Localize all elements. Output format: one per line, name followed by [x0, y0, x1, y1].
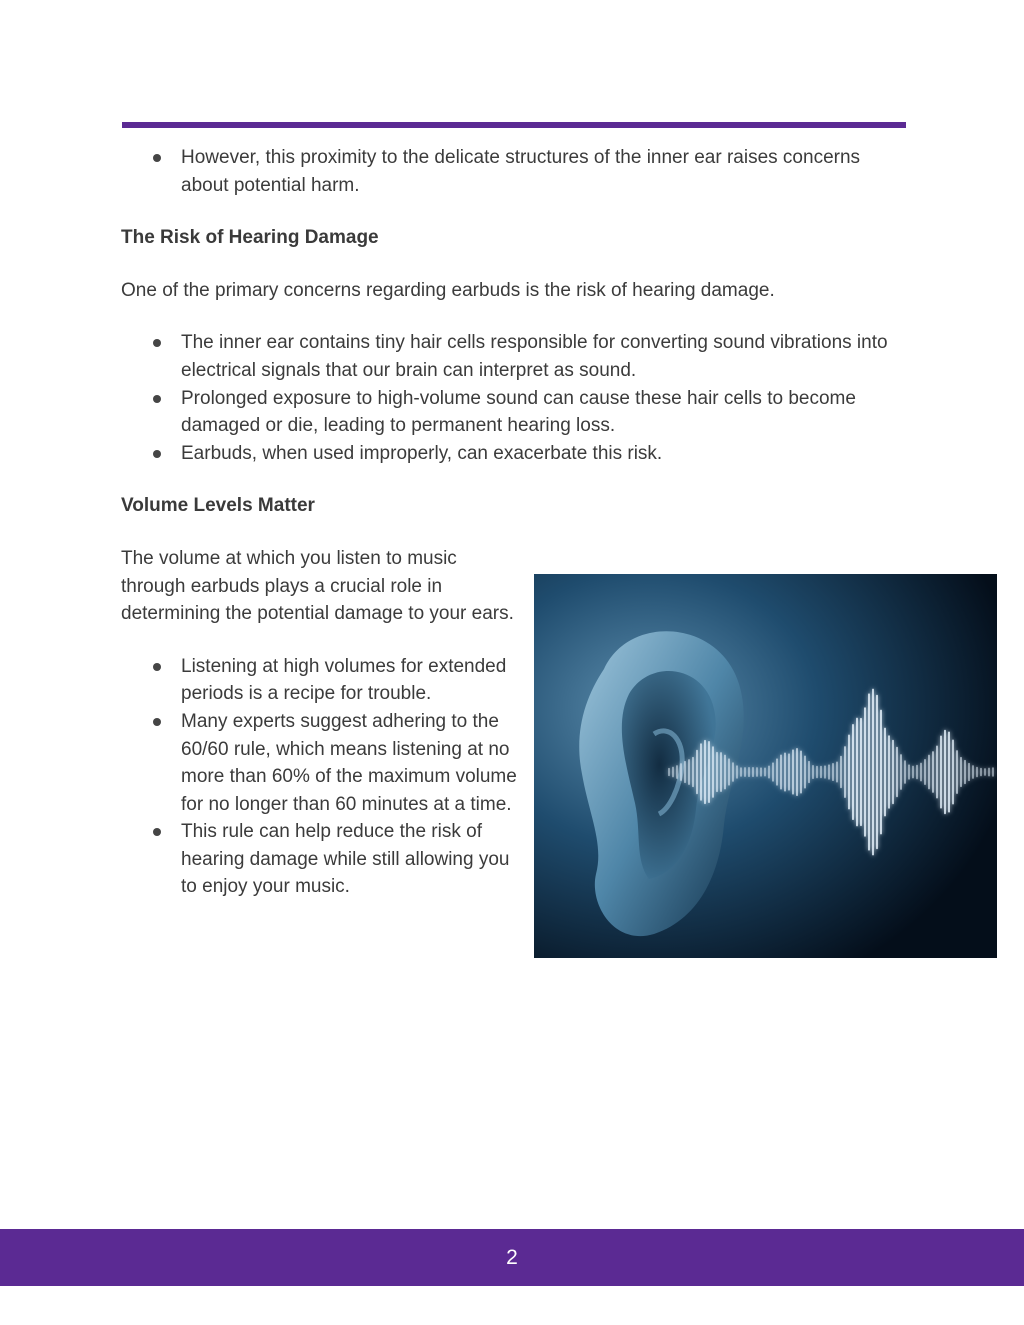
list-item: However, this proximity to the delicate structures of the inner ear raises concerns about potential harm. — [121, 144, 911, 199]
volume-bullet-list — [121, 653, 521, 901]
intro-bullet-list — [121, 144, 911, 199]
risk-heading: The Risk of Hearing Damage — [121, 227, 379, 249]
list-item: This rule can help reduce the risk of hearing damage while still allowing you to enjoy your music. — [121, 818, 521, 901]
list-item: Earbuds, when used improperly, can exacerbate this risk. — [121, 440, 911, 468]
risk-bullet-list — [121, 329, 911, 467]
page-number: 2 — [506, 1246, 518, 1269]
ear-sound-wave-image — [534, 574, 997, 958]
list-item: Prolonged exposure to high-volume sound can cause these hair cells to become damaged or die, leading to permanent hearing loss. — [121, 385, 911, 440]
volume-paragraph: The volume at which you listen to music through earbuds plays a crucial role in determining the potential damage to your ears. — [121, 547, 514, 625]
list-item: Listening at high volumes for extended periods is a recipe for trouble. — [121, 653, 521, 708]
volume-heading: Volume Levels Matter — [121, 495, 315, 517]
header-divider — [122, 122, 906, 128]
list-item: Many experts suggest adhering to the 60/60 rule, which means listening at no more than 60% of the maximum volume for no longer than 60 minutes at a time. — [121, 708, 521, 818]
page-footer — [0, 1229, 1024, 1286]
risk-paragraph: One of the primary concerns regarding earbuds is the risk of hearing damage. — [121, 279, 775, 301]
list-item: The inner ear contains tiny hair cells responsible for converting sound vibrations into electrical signals that our brain can interpret as sound. — [121, 329, 911, 384]
